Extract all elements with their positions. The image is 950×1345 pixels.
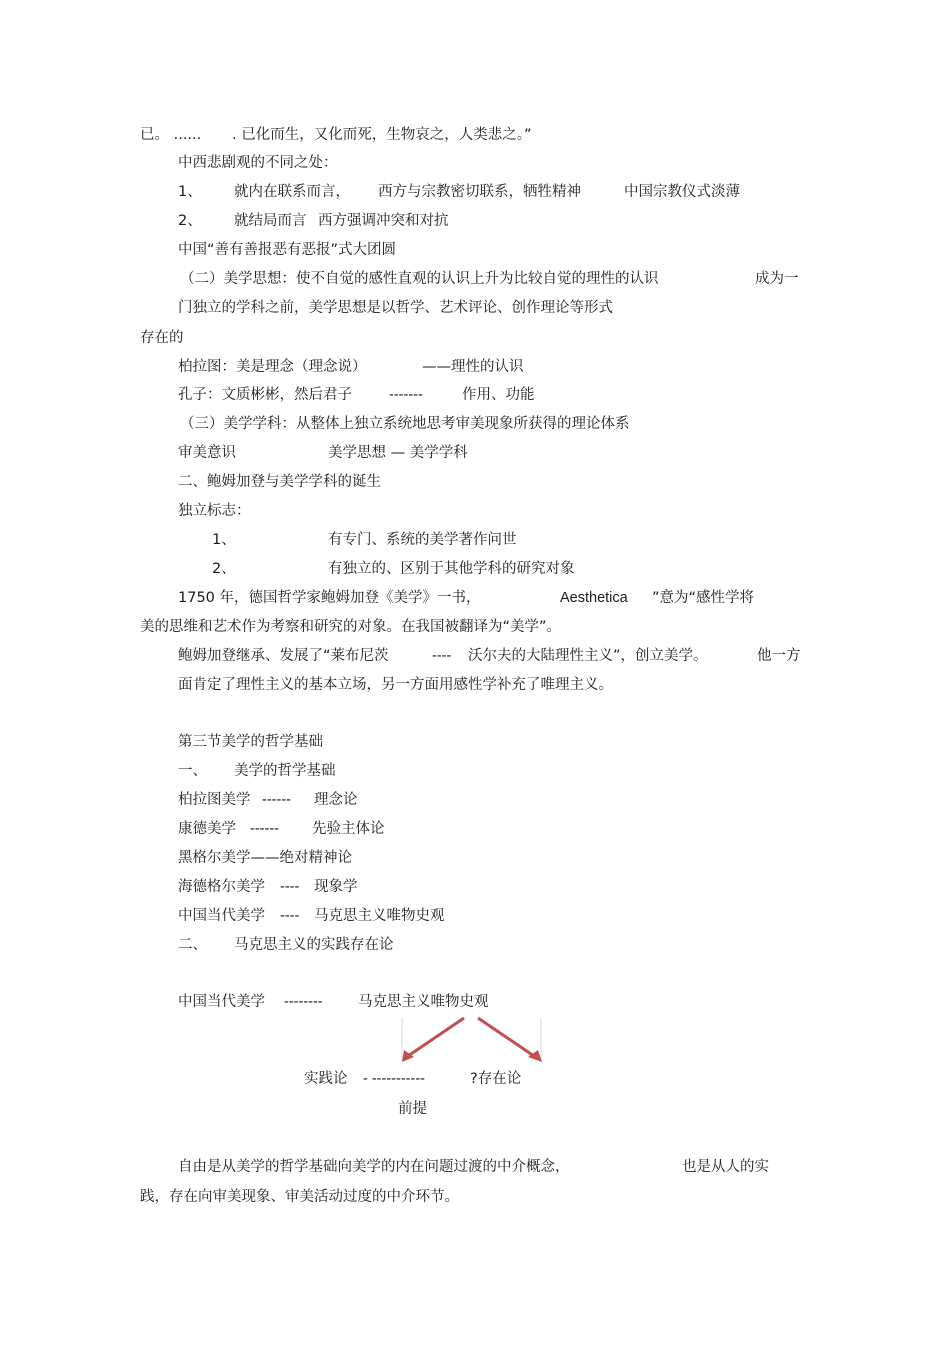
subheading-aesthetic-thought: （二）美学思想：使不自觉的感性直观的认识上升为比较自觉的理性的认识 <box>180 271 659 287</box>
list-item: 海德格尔美学 <box>178 879 265 895</box>
dash-separator: ---- <box>280 908 300 924</box>
paragraph-line: 成为一 <box>755 271 799 287</box>
paragraph-line: 柏拉图：美是理念（理念说） <box>178 359 367 375</box>
paragraph-line: 中国“善有善报恶有恶报”式大团圆 <box>178 242 397 258</box>
item-number: 2、 <box>212 561 236 577</box>
list-item: 现象学 <box>314 879 358 895</box>
paragraph-line: 践，存在向审美现象、审美活动过度的中介环节。 <box>140 1189 459 1205</box>
list-item: 柏拉图美学 <box>178 792 251 808</box>
item-text: 就结局而言 <box>234 213 307 229</box>
diagram-node-practice: 实践论 <box>304 1071 348 1087</box>
paragraph-line: 也是从人的实 <box>682 1159 769 1175</box>
paragraph-line: 沃尔夫的大陆理性主义”，创立美学。 <box>468 648 708 664</box>
subsection-heading: 美学的哲学基础 <box>234 763 336 779</box>
paragraph-line: 独立标志： <box>178 503 251 519</box>
dash-separator: -------- <box>284 994 323 1010</box>
diagram-arrows <box>380 1010 560 1070</box>
paragraph-line: 作用、功能 <box>462 387 535 403</box>
diagram-premise-label: 前提 <box>398 1101 427 1117</box>
paragraph-line: 审美意识 <box>178 445 236 461</box>
paragraph-line: 他一方 <box>757 648 801 664</box>
item-number: 2、 <box>178 213 202 229</box>
paragraph-line: ——理性的认识 <box>422 359 524 375</box>
paragraph-line: 美学思想 — 美学学科 <box>328 445 468 461</box>
item-number: 1、 <box>178 184 202 200</box>
section-heading: 二、鲍姆加登与美学学科的诞生 <box>178 474 381 490</box>
diagram-node-existence: ?存在论 <box>470 1071 522 1087</box>
item-text: 西方与宗教密切联系，牺牲精神 <box>378 184 581 200</box>
item-text: 西方强调冲突和对抗 <box>318 213 449 229</box>
paragraph-line: 鲍姆加登继承、发展了“莱布尼茨 <box>178 648 389 664</box>
item-number: 1、 <box>212 532 236 548</box>
section-comparison-heading: 中西悲剧观的不同之处： <box>178 155 338 171</box>
list-item: 中国当代美学 <box>178 908 265 924</box>
line-1-quote: . 已化而生，又化而死，生物哀之，人类悲之。” <box>232 127 532 143</box>
paragraph-line: 孔子：文质彬彬，然后君子 <box>178 387 352 403</box>
arrow-left-icon <box>408 1018 464 1056</box>
dash-separator: ---- <box>432 648 452 664</box>
dash-separator: ------ <box>250 821 279 837</box>
line-1-start: 已。 ...... <box>140 127 202 143</box>
list-item: 先验主体论 <box>312 821 385 837</box>
item-text: 中国宗教仪式淡薄 <box>624 184 740 200</box>
list-item: 康德美学 <box>178 821 236 837</box>
dash-separator: ------ <box>262 792 291 808</box>
paragraph-line: 存在的 <box>140 330 184 346</box>
latin-term: Aesthetica <box>560 590 628 606</box>
arrow-right-icon <box>478 1018 534 1056</box>
subheading-aesthetics-discipline: （三）美学学科：从整体上独立系统地思考审美现象所获得的理论体系 <box>180 416 630 432</box>
section-title: 第三节美学的哲学基础 <box>178 734 323 750</box>
paragraph-line: 1750 年，德国哲学家鲍姆加登《美学》一书， <box>178 590 481 606</box>
dash-separator: - ----------- <box>363 1071 425 1087</box>
paragraph-line: 面肯定了理性主义的基本立场，另一方面用感性学补充了唯理主义。 <box>178 677 613 693</box>
paragraph-line: 自由是从美学的哲学基础向美学的内在问题过渡的中介概念， <box>178 1159 570 1175</box>
item-number: 二、 <box>178 937 207 953</box>
paragraph-line: 美的思维和艺术作为考察和研究的对象。在我国被翻译为“美学”。 <box>140 619 562 635</box>
diagram-top-node: 马克思主义唯物史观 <box>358 994 489 1010</box>
diagram-top-left: 中国当代美学 <box>178 994 265 1010</box>
item-number: 一、 <box>178 763 207 779</box>
item-text: 有独立的、区别于其他学科的研究对象 <box>328 561 575 577</box>
dash-separator: ------- <box>389 387 423 403</box>
dash-separator: ---- <box>280 879 300 895</box>
paragraph-line: 门独立的学科之前，美学思想是以哲学、艺术评论、创作理论等形式 <box>178 300 613 316</box>
list-item: 马克思主义唯物史观 <box>314 908 445 924</box>
list-item: 黑格尔美学——绝对精神论 <box>178 850 352 866</box>
paragraph-line: ”意为“感性学将 <box>652 590 755 606</box>
subsection-heading: 马克思主义的实践存在论 <box>234 937 394 953</box>
item-text: 有专门、系统的美学著作问世 <box>328 532 517 548</box>
list-item: 理念论 <box>314 792 358 808</box>
item-text: 就内在联系而言， <box>234 184 350 200</box>
